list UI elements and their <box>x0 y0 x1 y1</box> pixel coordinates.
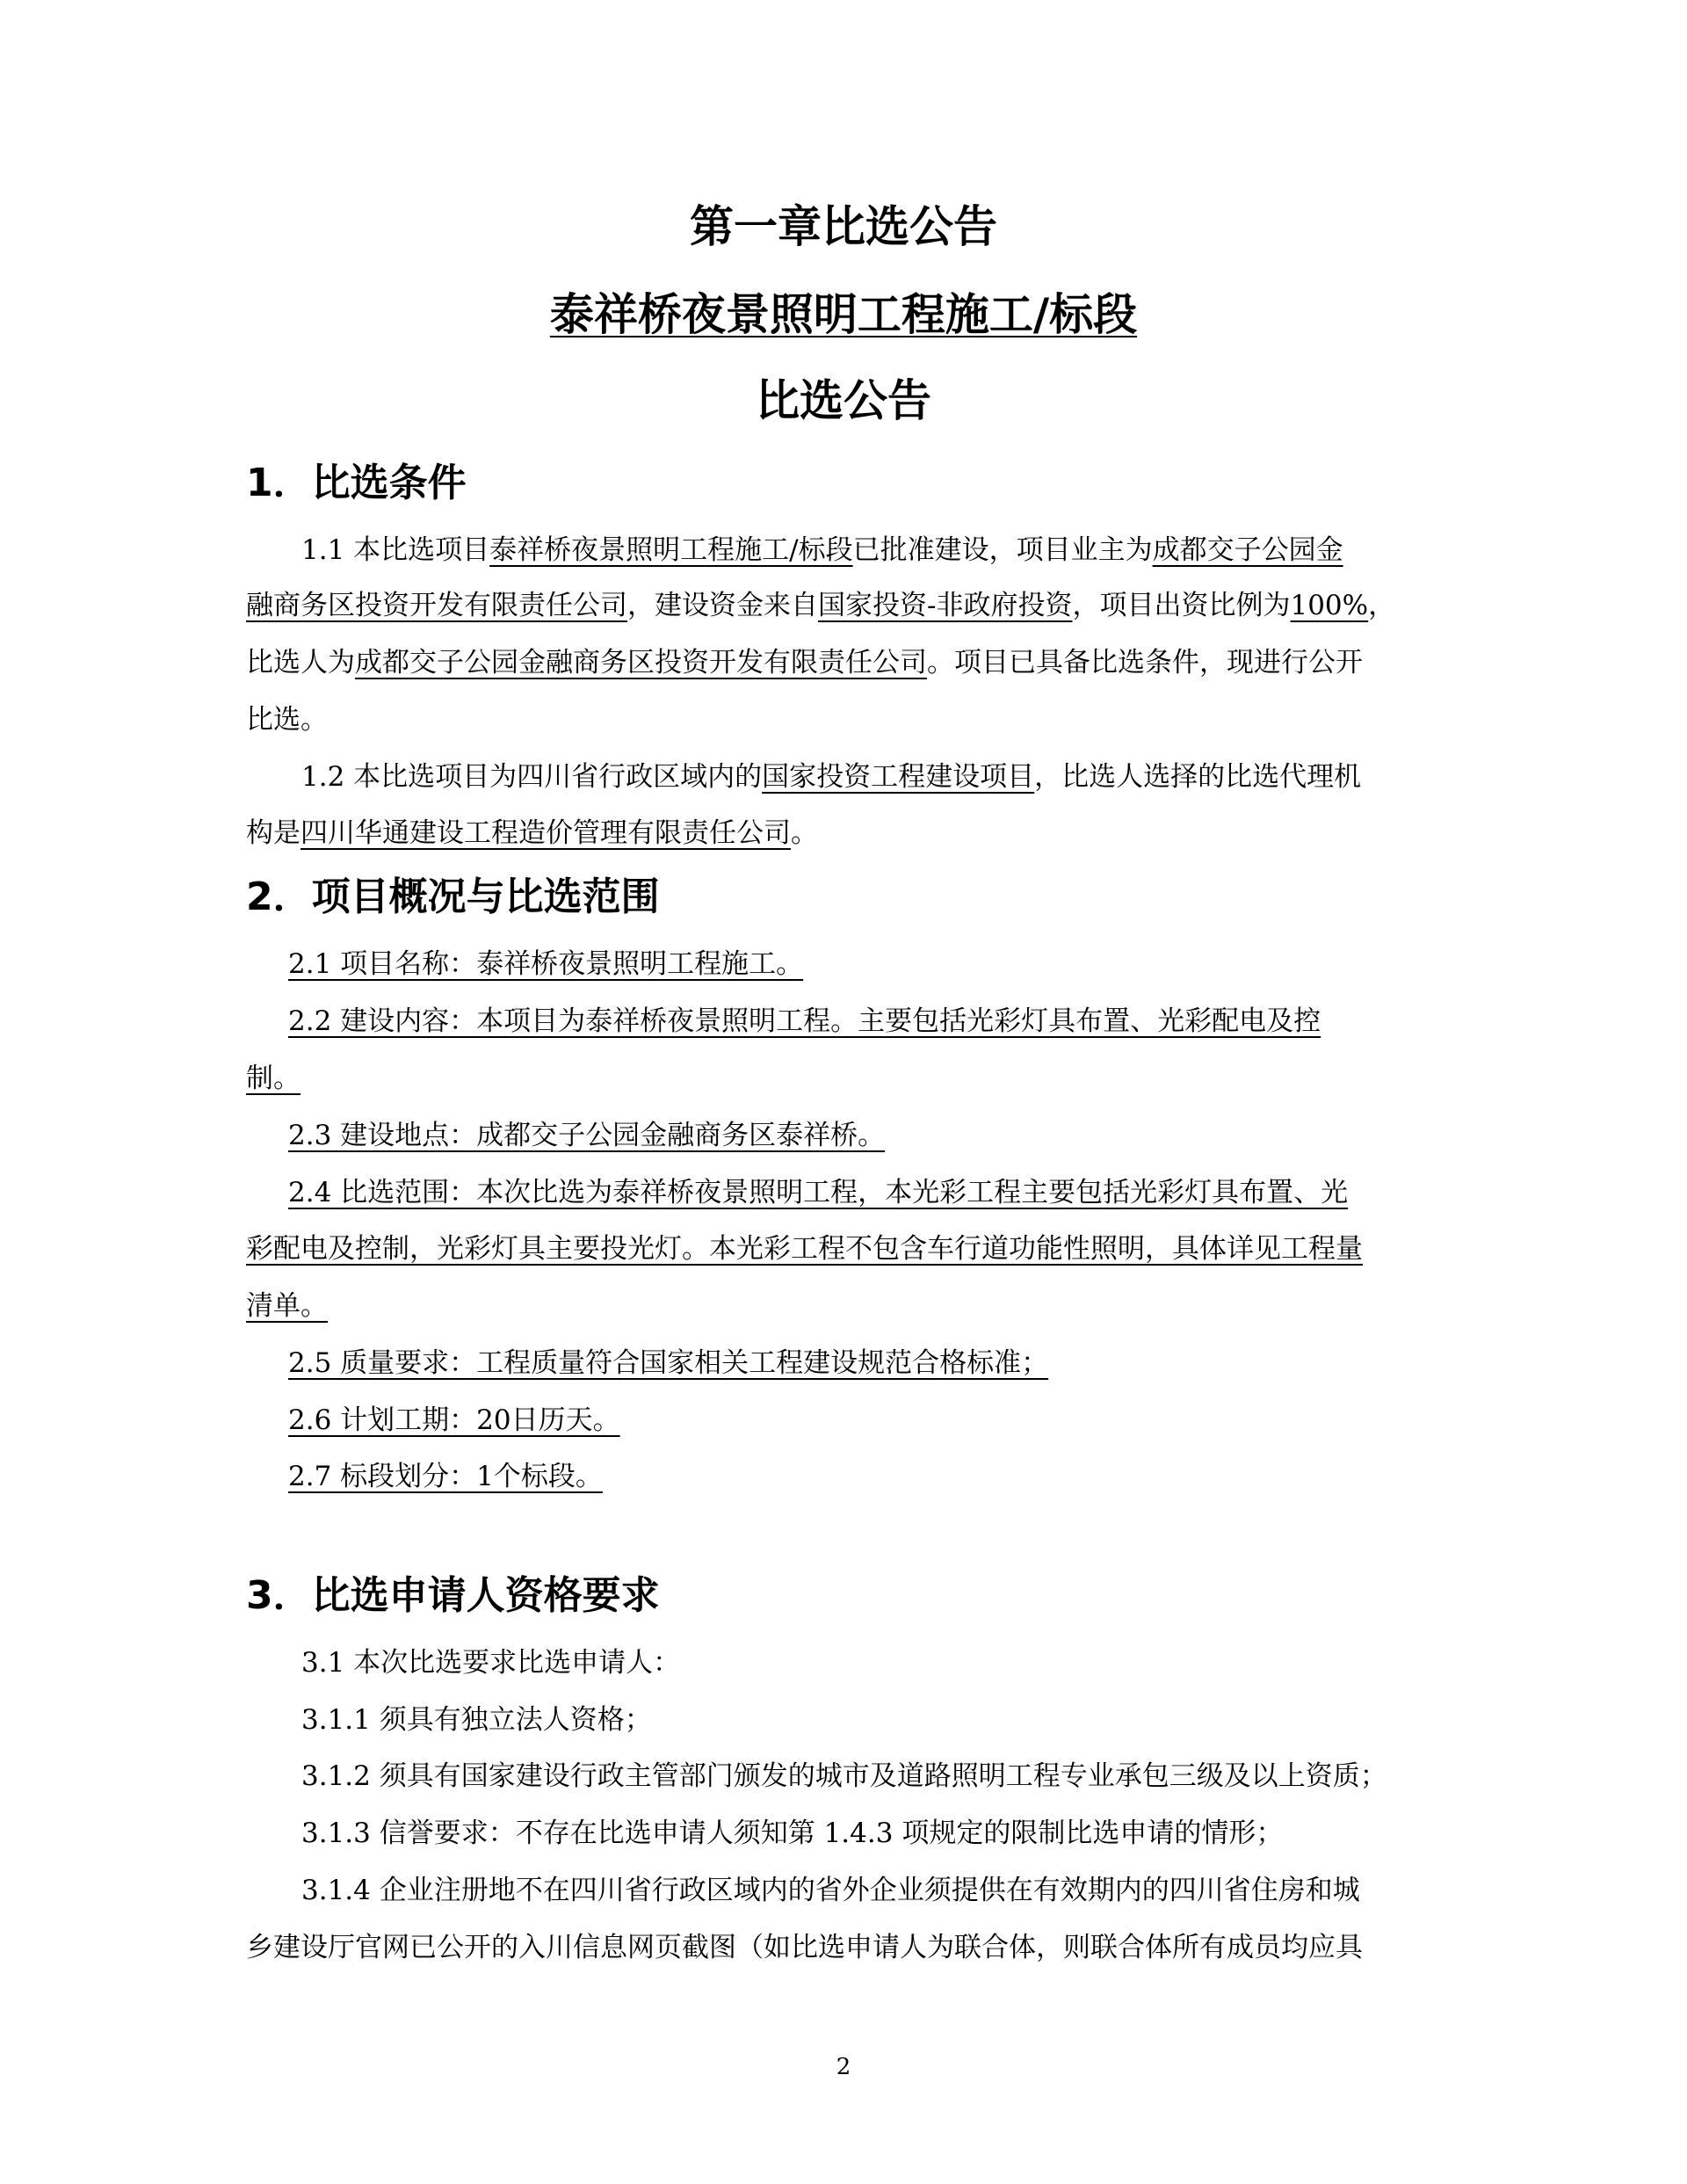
chapter-title: 第一章比选公告 <box>690 201 997 252</box>
text: 。 <box>791 817 818 849</box>
funding-source-underlined: 国家投资-非政府投资 <box>818 590 1073 621</box>
selector-name-underlined: 成都交子公园金融商务区投资开发有限责任公司 <box>355 647 927 678</box>
text: 。项目已具备比选条件，现进行公开 <box>927 647 1363 678</box>
para-1-1-line-1 <box>301 533 1343 568</box>
item-2-7: 2.7 标段划分：1个标段。 <box>288 1461 603 1492</box>
owner-name-underlined: 成都交子公园金 <box>1152 534 1343 566</box>
agency-name-underlined: 四川华通建设工程造价管理有限责任公司 <box>300 817 791 849</box>
project-title: 泰祥桥夜景照明工程施工/标段 <box>549 289 1138 340</box>
notice-title: 比选公告 <box>756 375 931 426</box>
para-1-1-line-3 <box>246 645 1363 680</box>
text: 已批准建设，项目业主为 <box>852 534 1153 566</box>
item-2-1: 2.1 项目名称：泰祥桥夜景照明工程施工。 <box>288 948 804 980</box>
para-1-2-line-2 <box>246 816 818 851</box>
text: ，比选人选择的比选代理机 <box>1034 761 1362 793</box>
para-1-1-line-2 <box>246 588 1395 623</box>
text: 1.2 本比选项目为四川省行政区域内的 <box>301 761 763 793</box>
item-2-4-line-3: 清单。 <box>246 1290 328 1322</box>
section-3-heading: 3．比选申请人资格要求 <box>246 1573 660 1618</box>
para-1-2-line-1 <box>301 759 1361 795</box>
project-name-underlined: 泰祥桥夜景照明工程施工/标段 <box>489 534 853 566</box>
item-2-2-line-1: 2.2 建设内容：本项目为泰祥桥夜景照明工程。主要包括光彩灯具布置、光彩配电及控 <box>288 1005 1321 1037</box>
text: 比选人为 <box>246 647 355 678</box>
item-2-2-line-2: 制。 <box>246 1063 300 1094</box>
req-3-1-2: 3.1.2 须具有国家建设行政主管部门颁发的城市及道路照明工程专业承包三级及以上资质； <box>301 1760 1387 1792</box>
project-type-underlined: 国家投资工程建设项目 <box>762 761 1035 793</box>
item-2-3: 2.3 建设地点：成都交子公园金融商务区泰祥桥。 <box>288 1120 886 1151</box>
item-2-4-line-2: 彩配电及控制，光彩灯具主要投光灯。本光彩工程不包含车行道功能性照明，具体详见工程量 <box>246 1233 1363 1265</box>
text: ，建设资金来自 <box>627 590 818 621</box>
item-2-6: 2.6 计划工期：20日历天。 <box>288 1404 620 1436</box>
req-3-1-3: 3.1.3 信誉要求：不存在比选申请人须知第 1.4.3 项规定的限制比选申请的情形； <box>301 1818 1284 1849</box>
item-2-5: 2.5 质量要求：工程质量符合国家相关工程建设规范合格标准； <box>288 1347 1049 1379</box>
section-1-heading: 1．比选条件 <box>246 461 467 505</box>
req-3-1: 3.1 本次比选要求比选申请人： <box>301 1647 681 1679</box>
req-3-1-4-line-2: 乡建设厅官网已公开的入川信息网页截图（如比选申请人为联合体，则联合体所有成员均应具 <box>246 1932 1363 1963</box>
para-1-1-line-4: 比选。 <box>246 704 328 736</box>
text: 1.1 本比选项目 <box>301 534 490 566</box>
owner-name-underlined: 融商务区投资开发有限责任公司 <box>246 590 627 621</box>
text: ， <box>1368 590 1396 621</box>
text: ，项目出资比例为 <box>1072 590 1291 621</box>
item-2-4-line-1: 2.4 比选范围：本次比选为泰祥桥夜景照明工程，本光彩工程主要包括光彩灯具布置、光 <box>288 1177 1349 1208</box>
funding-ratio-underlined: 100% <box>1290 590 1369 621</box>
section-2-heading: 2．项目概况与比选范围 <box>246 874 660 919</box>
page-number: 2 <box>836 2054 851 2080</box>
req-3-1-4-line-1: 3.1.4 企业注册地不在四川省行政区域内的省外企业须提供在有效期内的四川省住房和城 <box>301 1875 1360 1906</box>
text: 构是 <box>246 817 300 849</box>
req-3-1-1: 3.1.1 须具有独立法人资格； <box>301 1704 652 1736</box>
